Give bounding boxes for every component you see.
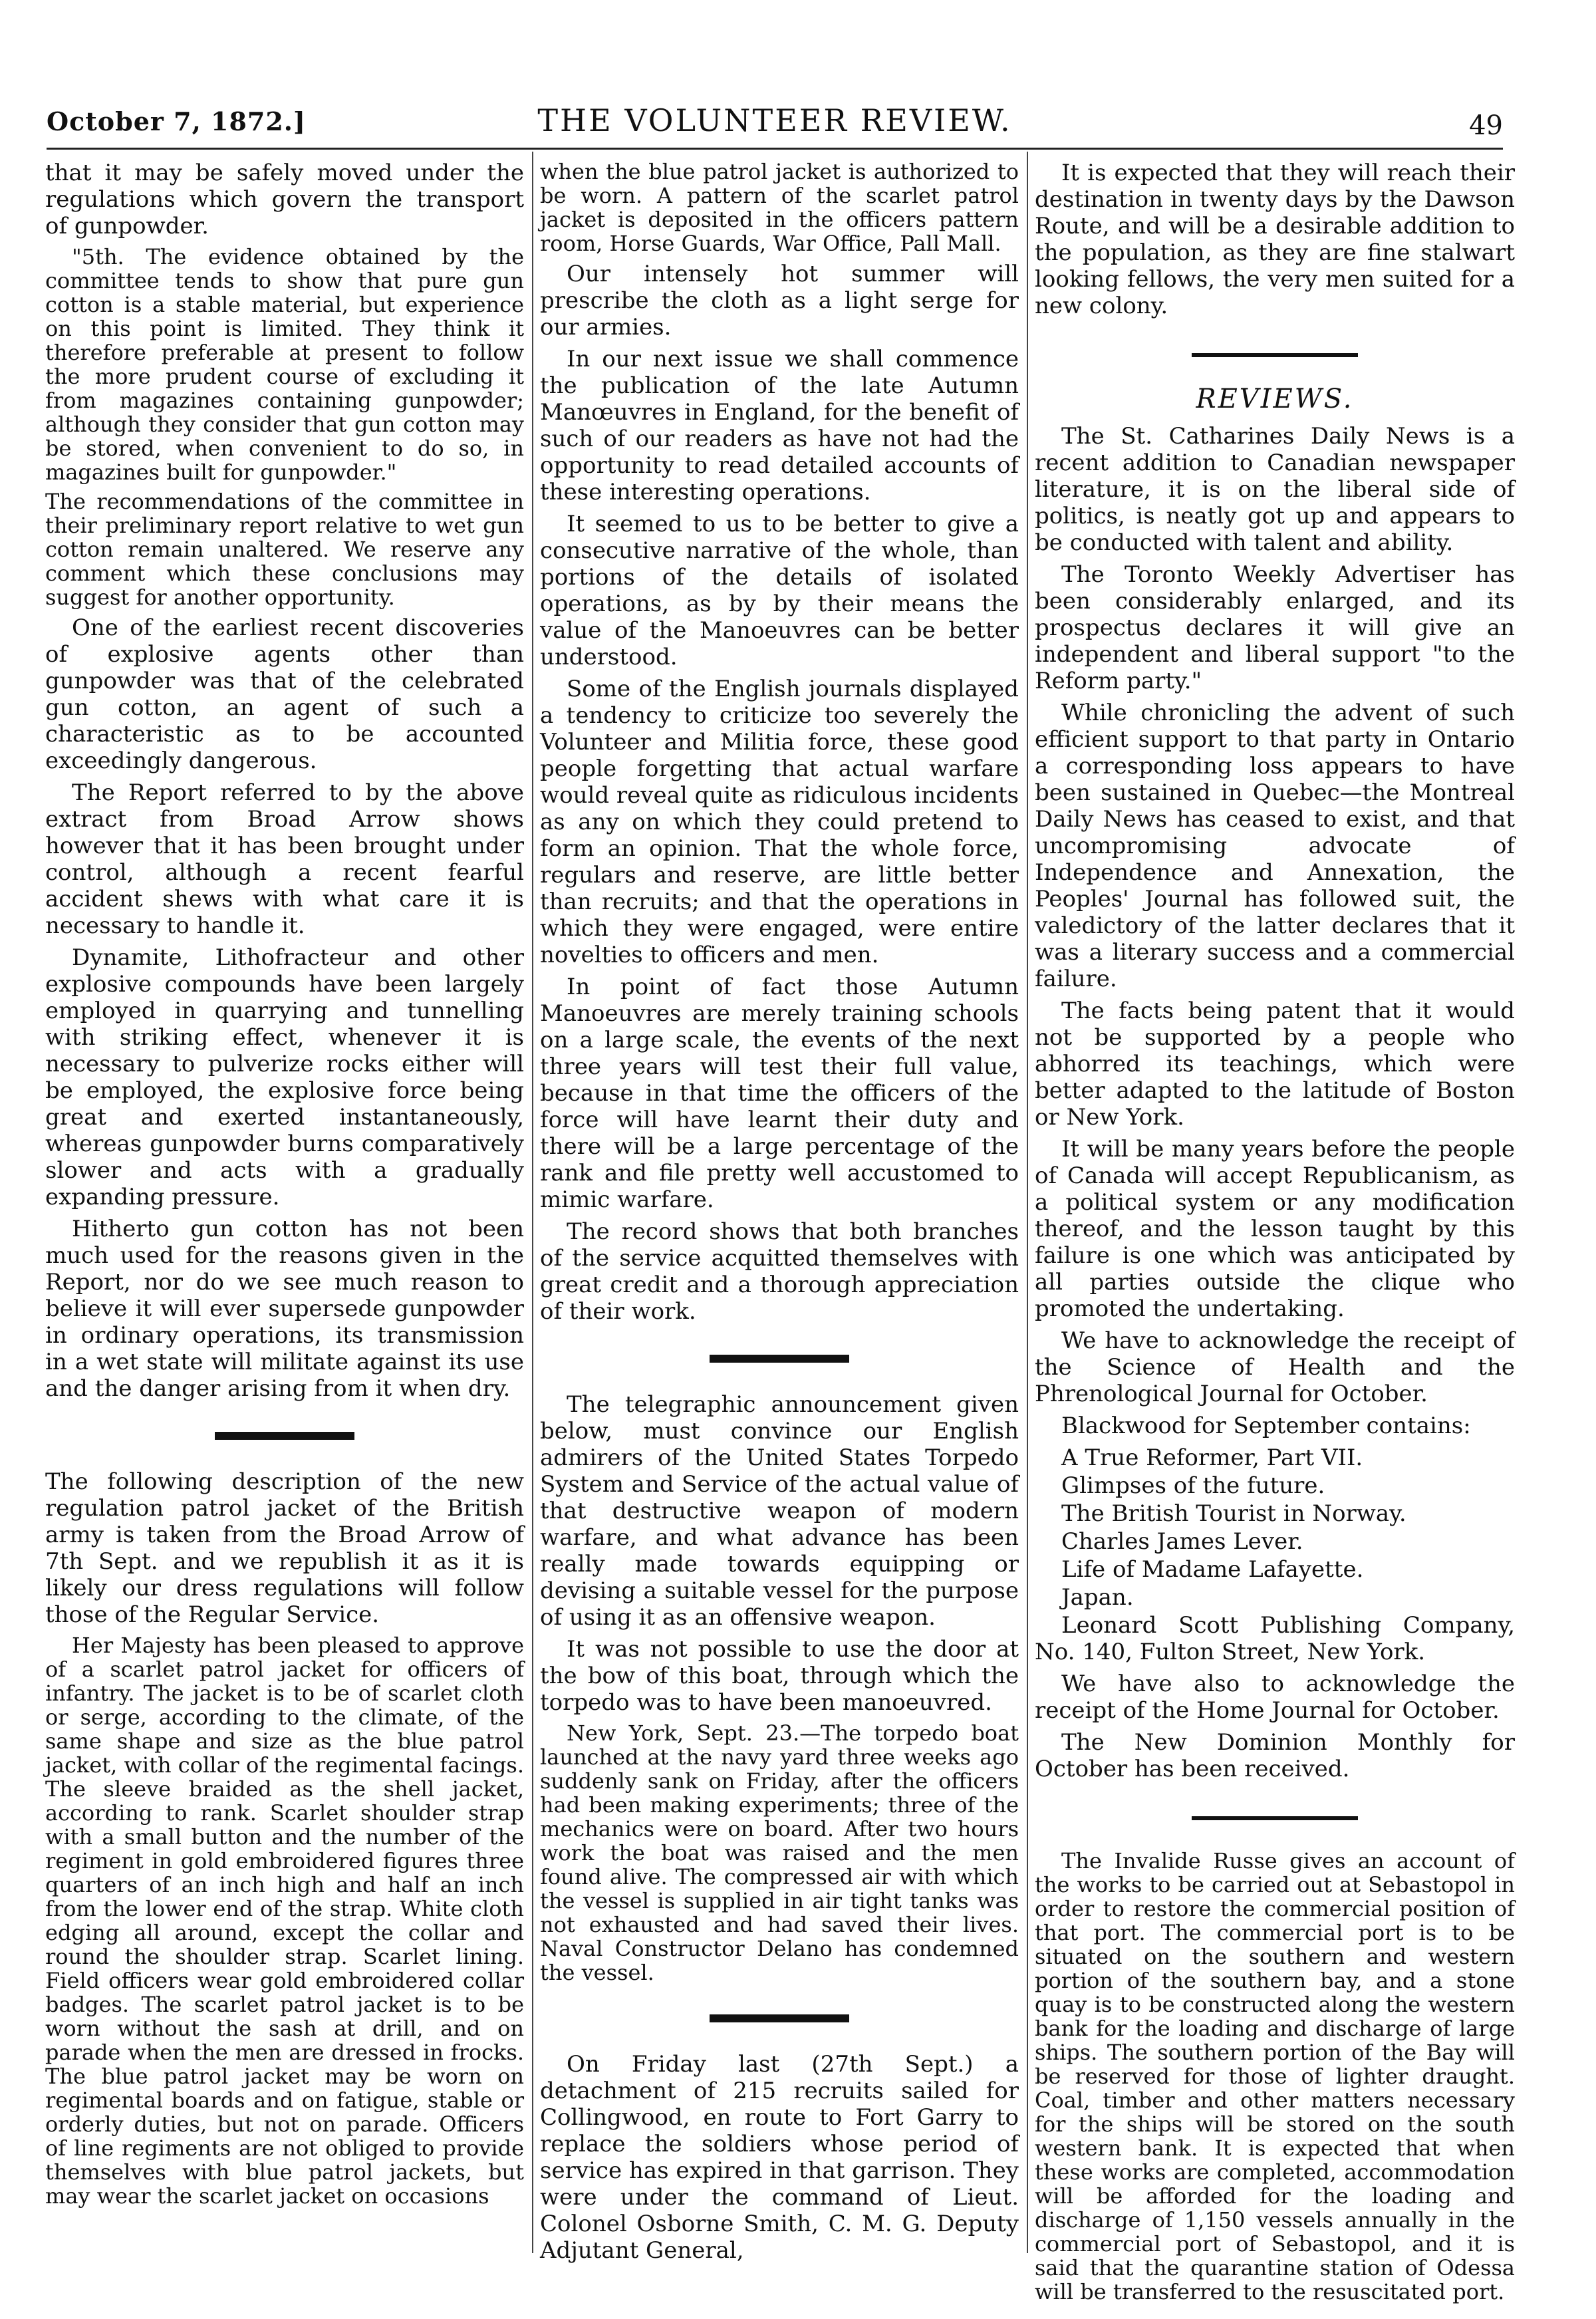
article-paragraph: The Report referred to by the above extract from Broad Arrow shows however that it has been brought under control, although a recent fearful accident shews with what care it is necessary to handle it. xyxy=(45,779,524,939)
article-paragraph: "5th. The evidence obtained by the committee tends to show that pure gun cotton is a stable material, but experience on this point is limited. They think it therefore preferable at present to follow the more prudent course of excluding it from magazines containing gunpowder; although they consider that gun cotton may be stored, when convenient to do so, in magazines built for gunpowder." xyxy=(45,244,524,485)
article-paragraph: The recommendations of the committee in their preliminary report relative to wet gun cotton remain unaltered. We reserve any comment which these conclusions may suggest for another opportunity. xyxy=(45,489,524,610)
article-paragraph: Blackwood for September contains: xyxy=(1061,1413,1471,1439)
contents-list xyxy=(1035,1444,1515,1611)
article-paragraph: It is expected that they will reach their destination in twenty days by the Dawson Route, and will be a desirable addition to the population, as they are fine stalwart looking fellows, the very men suited for a new colony. xyxy=(1035,160,1515,319)
list-item: Charles James Lever. xyxy=(1061,1528,1303,1555)
article-paragraph: The St. Catharines Daily News is a recent addition to Canadian newspaper literature, it is on the liberal side of politics, is neatly got up and appears to be conducted with talent and ability. xyxy=(1035,423,1515,556)
article-paragraph: The Toronto Weekly Advertiser has been considerably enlarged, and its prospectus declares it will give an independent and liberal support "to the Reform party." xyxy=(1035,561,1515,694)
column-3 xyxy=(1035,160,1515,2304)
article-paragraph: Leonard Scott Publishing Company, No. 140, Fulton Street, New York. xyxy=(1035,1612,1515,1665)
article-paragraph: We have to acknowledge the receipt of the Science of Health and the Phrenological Journal for October. xyxy=(1035,1327,1515,1407)
list-item: The British Tourist in Norway. xyxy=(1061,1500,1406,1527)
article-paragraph: Dynamite, Lithofracteur and other explosive compounds have been largely employed in quarrying and tunnelling with striking effect, whenever it is necessary to pulverize rocks either will be employed, the explosive force being great and exerted instantaneously, whereas gunpowder burns comparatively slower and acts with a gradually expanding pressure. xyxy=(45,944,524,1210)
section-separator xyxy=(1035,1800,1515,1826)
article-paragraph: On Friday last (27th Sept.) a detachment of 215 recruits sailed for Collingwood, en route to Fort Garry to replace the soldiers whose period of service has expired in that garrison. They were under the command of Lieut. Colonel Osborne Smith, C. M. G. Deputy Adjutant General, xyxy=(540,2051,1019,2264)
issue-date: October 7, 1872.] xyxy=(47,106,307,136)
article-paragraph: It was not possible to use the door at the bow of this boat, through which the torpedo was to have been manoeuvred. xyxy=(540,1636,1019,1716)
article-paragraph: In point of fact those Autumn Manoeuvres are merely training schools on a large scale, the events of the next three years will test their full value, because in that time the officers of the force will have learnt their duty and there will be a large percentage of the rank and file pretty well accustomed to mimic warfare. xyxy=(540,974,1019,1213)
masthead xyxy=(47,100,1503,140)
article-paragraph: Hitherto gun cotton has not been much used for the reasons given in the Report, nor do we see much reason to believe it will ever supersede gunpowder in ordinary operations, its transmission in a wet state will militate against its use and the danger arising from it when dry. xyxy=(45,1216,524,1402)
section-separator xyxy=(1035,337,1515,363)
list-item: A True Reformer, Part VII. xyxy=(1061,1444,1363,1471)
article-paragraph: when the blue patrol jacket is authorized to be worn. A pattern of the scarlet patrol jacket is deposited in the officers pattern room, Horse Guards, War Office, Pall Mall. xyxy=(540,159,1019,256)
article-paragraph: It seemed to us to be better to give a consecutive narrative of the whole, than portions of the details of isolated operations, as by by their means the value of the Manoeuvres can be better understood. xyxy=(540,511,1019,670)
section-separator xyxy=(540,1342,1019,1369)
column-rule-1 xyxy=(532,152,533,2253)
article-paragraph: The Invalide Russe gives an account of the works to be carried out at Sebastopol in order to restore the commercial position of that port. The commercial port is to be situated on the southern and western portion of the southern bay, and a stone quay is to be constructed along the western bank for the loading and discharge of large ships. The southern portion of the Bay will be reserved for those of lighter draught. Coal, timber and other matters necessary for the ships will be stored on the south western bank. It is expected that when these works are completed, accommodation will be afforded for the loading and discharge of 1,150 vessels annually in the commercial port of Sebastopol, and it is said that the quarantine station of Odessa will be transferred to the resuscitated port. xyxy=(1035,1848,1515,2304)
list-item: Glimpses of the future. xyxy=(1061,1472,1325,1499)
article-paragraph: The facts being patent that it would not be supported by a people who abhorred its teachings, which were better adapted to the latitude of Boston or New York. xyxy=(1035,998,1515,1131)
article-paragraph: Some of the English journals displayed a tendency to criticize too severely the Volunteer and Militia force, these good people forgetting that actual warfare would reveal quite as ridiculous incidents as any on which they could pretend to form an opinion. That the whole force, regulars and reserve, are little better than recruits; and that the operations in which they were engaged, were entire novelties to officers and men. xyxy=(540,676,1019,968)
section-separator xyxy=(540,2002,1019,2028)
reviews-heading: REVIEWS. xyxy=(1196,384,1354,414)
column-rule-2 xyxy=(1027,152,1028,2253)
article-paragraph: New York, Sept. 23.—The torpedo boat launched at the navy yard three weeks ago suddenly sank on Friday, after the officers had been making experiments; three of the mechanics were on board. After two hours work the boat was raised and the men found alive. The compressed air with which the vessel is supplied in air tight tanks was not exhausted and had saved their lives. Naval Constructor Delano has condemned the vessel. xyxy=(540,1720,1019,1985)
article-paragraph: One of the earliest recent discoveries of explosive agents other than gunpowder was that of the celebrated gun cotton, an agent of such a characteristic as to be accounted exceedingly dangerous. xyxy=(45,614,524,774)
article-paragraph: In our next issue we shall commence the publication of the late Autumn Manœuvres in England, for the benefit of such of our readers as have not had the opportunity to read detailed accounts of these interesting operations. xyxy=(540,346,1019,505)
article-paragraph: The following description of the new regulation patrol jacket of the British army is taken from the Broad Arrow of 7th Sept. and we republish it as it is likely our dress regulations will follow those of the Regular Service. xyxy=(45,1468,524,1628)
section-separator xyxy=(45,1419,524,1446)
article-paragraph: The telegraphic announcement given below, must convince our English admirers of the United States Torpedo System and Service of the actual value of that destructive weapon of modern warfare, and what advance has been really made towards equipping or devising a suitable vessel for the purpose of using it as an offensive weapon. xyxy=(540,1391,1019,1631)
article-paragraph: Our intensely hot summer will prescribe the cloth as a light serge for our armies. xyxy=(540,261,1019,341)
newspaper-title: THE VOLUNTEER REVIEW. xyxy=(537,102,1012,138)
page-number: 49 xyxy=(1469,110,1503,141)
column-1 xyxy=(45,160,524,2288)
article-paragraph: that it may be safely moved under the regulations which govern the transport of gunpowder. xyxy=(45,160,524,239)
article-paragraph: While chronicling the advent of such efficient support to that party in Ontario a corresponding loss appears to have been sustained in Quebec—the Montreal Daily News has ceased to exist, and that uncompromising advocate of Independence and Annexation, the Peoples' Journal has followed suit, the valedictory of the latter declares that it was a literary success and a commercial failure. xyxy=(1035,700,1515,992)
article-paragraph: The New Dominion Monthly for October has been received. xyxy=(1035,1729,1515,1782)
list-item: Japan. xyxy=(1061,1584,1134,1611)
article-paragraph: We have also to acknowledge the receipt of the Home Journal for October. xyxy=(1035,1671,1515,1724)
column-2 xyxy=(540,160,1019,2288)
header-rule xyxy=(47,148,1503,150)
article-paragraph: Her Majesty has been pleased to approve of a scarlet patrol jacket for officers of infantry. The jacket is to be of scarlet cloth or serge, according to the climate, of the same shape and size as the blue patrol jacket, with collar of the regimental facings. The sleeve braided as the shell jacket, according to rank. Scarlet shoulder strap with a small button and the number of the regiment in gold embroidered figures three quarters of an inch high and half an inch from the lower end of the strap. White cloth edging all around, except the collar and round the shoulder strap. Scarlet lining. Field officers wear gold embroidered collar badges. The scarlet patrol jacket is to be worn without the sash at drill, and on parade when the men are dressed in frocks. The blue patrol jacket may be worn on regimental boards and on fatigue, stable or orderly duties, but not on parade. Officers of line regiments are not obliged to provide themselves with blue patrol jackets, but may wear the scarlet jacket on occasions xyxy=(45,1633,524,2209)
list-item: Life of Madame Lafayette. xyxy=(1061,1556,1364,1583)
article-paragraph: The record shows that both branches of the service acquitted themselves with great credit and a thorough appreciation of their work. xyxy=(540,1218,1019,1325)
article-paragraph: It will be many years before the people of Canada will accept Republicanism, as a political system or any modification thereof, and the lesson taught by this failure is one which was anticipated by all parties outside the clique who promoted the undertaking. xyxy=(1035,1136,1515,1322)
